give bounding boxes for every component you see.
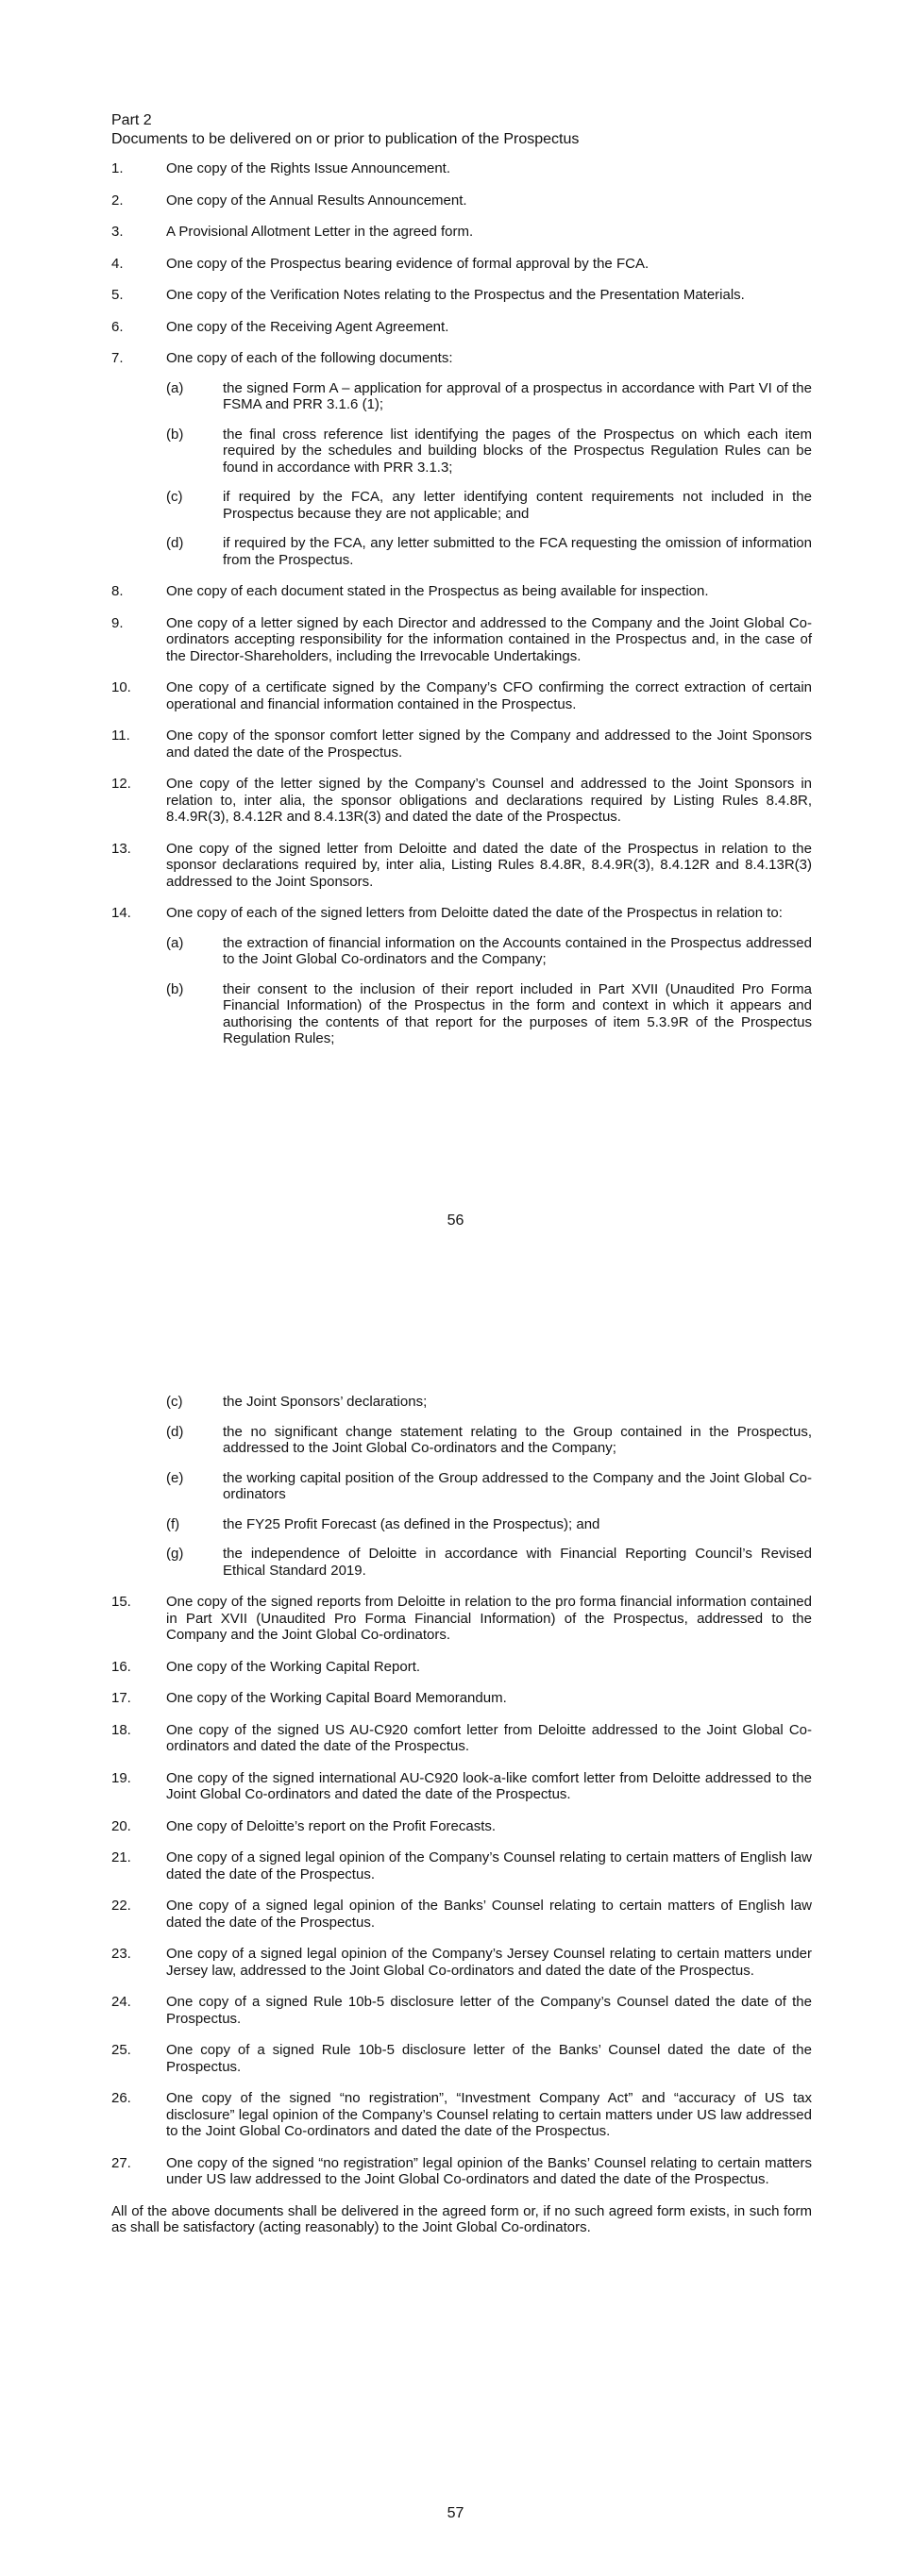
list-subitem [111,1424,812,1457]
page-56-content [111,111,812,1047]
list-subitem [111,1546,812,1579]
list-item [111,841,812,891]
item-number: 9. [111,614,124,631]
item-number: 13. [111,840,131,857]
item-number: 24. [111,1994,131,2010]
item-text: One copy of the sponsor comfort letter signed by the Company and addressed to the Joint Sponsors and dated the date of the Prospectus. [166,728,812,761]
item-text: One copy of a signed Rule 10b-5 disclosure letter of the Company’s Counsel dated the date of the Prospectus. [166,1994,812,2027]
item-text: One copy of the Annual Results Announcement. [166,192,467,209]
item-number: (d) [166,535,184,551]
list-subitem [111,427,812,477]
item-number: (c) [166,489,183,505]
list-subitem [111,935,812,968]
list-item [111,1659,812,1676]
list-item [111,1594,812,1644]
item-number: 25. [111,2042,131,2058]
item-number: 6. [111,318,124,335]
page-57-content [111,1394,812,2250]
item-number: 8. [111,583,124,599]
part-title: Part 2 [111,112,152,128]
list-item [111,1898,812,1931]
item-text: One copy of Deloitte’s report on the Profit Forecasts. [166,1817,497,1834]
item-number: 16. [111,1658,131,1675]
item-number: (c) [166,1394,183,1410]
item-number: 17. [111,1690,131,1706]
list-item [111,1722,812,1755]
item-text: One copy of the Working Capital Board Memorandum. [166,1690,507,1706]
item-number: 10. [111,679,131,695]
list-subitem [111,1394,812,1411]
item-number: 23. [111,1946,131,1962]
item-text: One copy of the Rights Issue Announcement. [166,160,451,176]
list-item [111,776,812,826]
item-number: 21. [111,1849,131,1865]
item-text: One copy of a signed legal opinion of the Banks’ Counsel relating to certain matters of English law dated the date of the Prospectus. [166,1898,812,1931]
item-text: One copy of a signed legal opinion of the Company’s Counsel relating to certain matters of English law dated the date of the Prospectus. [166,1849,812,1882]
item-text: One copy of the Verification Notes relating to the Prospectus and the Presentation Materials. [166,287,745,303]
item-text: One copy of the signed “no registration”, “Investment Company Act” and “accuracy of US tax disclosure” legal opinion of the Company’s Counsel relating to certain matters under US law addressed to the Joint Global Co-ordinators and dated the date of the Prospectus. [166,2090,812,2139]
item-number: 20. [111,1817,131,1834]
item-number: 4. [111,255,124,272]
list-item [111,287,812,304]
item-text: One copy of each of the following documents: [166,350,453,366]
item-text: One copy of a signed Rule 10b-5 disclosure letter of the Banks’ Counsel dated the date of the Prospectus. [166,2042,812,2075]
item-number: 7. [111,350,124,366]
item-text: the FY25 Profit Forecast (as defined in the Prospectus); and [223,1515,600,1532]
item-text: the signed Form A – application for approval of a prospectus in accordance with Part VI of the FSMA and PRR 3.1.6 (1); [223,379,812,412]
document-list [111,160,812,1047]
list-item [111,1770,812,1803]
page-57 [0,1288,911,2576]
item-number: 1. [111,160,124,176]
list-subitem [111,535,812,568]
list-item [111,256,812,273]
list-item [111,160,812,177]
list-subitem [111,489,812,522]
list-item [111,905,812,922]
item-text: if required by the FCA, any letter submitted to the FCA requesting the omission of information from the Prospectus. [223,535,812,568]
item-number: (b) [166,426,184,443]
item-number: (g) [166,1546,184,1562]
item-text: their consent to the inclusion of their report included in Part XVII (Unaudited Pro Forma Financial Information) of the Prospectus in the form and context in which it appears and authorising the contents of that report for the purposes of item 5.3.9R of the Prospectus Regulation Rules; [223,980,812,1046]
item-text: the no significant change statement relating to the Group contained in the Prospectus, addressed to the Joint Global Co-ordinators and the Company; [223,1423,812,1456]
list-item [111,2042,812,2075]
list-subitem [111,981,812,1047]
item-number: 11. [111,728,130,744]
item-number: 3. [111,224,124,240]
item-number: (a) [166,379,184,396]
item-text: the Joint Sponsors’ declarations; [223,1394,428,1410]
item-text: One copy of a certificate signed by the Company’s CFO confirming the correct extraction of certain operational and financial information contained in the Prospectus. [166,679,812,712]
list-item [111,728,812,761]
page-number: 56 [447,1213,464,1229]
item-text: the working capital position of the Group addressed to the Company and the Joint Global Co-ordinators [223,1469,812,1502]
item-text: One copy of the Prospectus bearing evidence of formal approval by the FCA. [166,255,650,272]
item-text: the final cross reference list identifying the pages of the Prospectus on which each item required by the schedules and building blocks of the Prospectus Regulation Rules can be found in accordance with PRR 3.1.3; [223,426,812,476]
item-number: (e) [166,1469,184,1486]
page-number: 57 [447,2505,464,2521]
item-text: One copy of the signed letter from Deloitte and dated the date of the Prospectus in relation to the sponsor declarations required by, inter alia, Listing Rules 8.4.8R, 8.4.9R(3), 8.4.12R and 8.4.13R(3) addressed to the Joint Sponsors. [166,840,812,890]
list-item [111,2090,812,2140]
list-item [111,1690,812,1707]
item-number: (d) [166,1423,184,1440]
item-text: One copy of the signed international AU-C920 look-a-like comfort letter from Deloitte addressed to the Joint Global Co-ordinators and dated the date of the Prospectus. [166,1769,812,1802]
item-text: A Provisional Allotment Letter in the agreed form. [166,224,474,240]
list-item [111,679,812,712]
item-number: 27. [111,2154,131,2171]
item-number: 5. [111,287,124,303]
item-number: 18. [111,1721,131,1738]
list-subitem [111,380,812,413]
list-item [111,224,812,241]
item-text: One copy of each document stated in the Prospectus as being available for inspection. [166,583,709,599]
list-item [111,1818,812,1835]
item-text: the extraction of financial information on the Accounts contained in the Prospectus addressed to the Joint Global Co-ordinators and the Company; [223,934,812,967]
list-item [111,1849,812,1882]
item-number: 26. [111,2090,131,2106]
item-text: One copy of the signed US AU-C920 comfort letter from Deloitte addressed to the Joint Global Co-ordinators and dated the date of the Prospectus. [166,1721,812,1754]
item-number: 15. [111,1594,131,1610]
item-text: One copy of the signed reports from Deloitte in relation to the pro forma financial information contained in Part XVII (Unaudited Pro Forma Financial Information) of the Prospectus, addressed to the Company and the Joint Global Co-ordinators. [166,1594,812,1643]
item-text: One copy of the signed “no registration” legal opinion of the Banks’ Counsel relating to certain matters under US law addressed to the Joint Global Co-ordinators and dated the date of the Prospectus. [166,2154,812,2187]
list-subitem [111,1516,812,1533]
list-subitem [111,1470,812,1503]
item-text: One copy of a letter signed by each Director and addressed to the Company and the Joint Global Co-ordinators accepting responsibility for the information contained in the Prospectus and, in the case of the Director-Shareholders, including the Irrevocable Undertakings. [166,614,812,664]
list-item [111,583,812,600]
list-item [111,1946,812,1979]
closing-paragraph: All of the above documents shall be delivered in the agreed form or, if no such agreed form exists, in such form as shall be satisfactory (acting reasonably) to the Joint Global Co-ordinators. [111,2202,812,2235]
item-number: 19. [111,1769,131,1786]
list-item [111,319,812,336]
item-number: (f) [166,1515,180,1532]
item-number: 2. [111,192,124,209]
item-text: One copy of a signed legal opinion of the Company’s Jersey Counsel relating to certain matters under Jersey law, addressed to the Joint Global Co-ordinators and dated the date of the Prospectus. [166,1946,812,1979]
list-item [111,192,812,209]
list-item [111,2155,812,2188]
item-text: the independence of Deloitte in accordance with Financial Reporting Council’s Revised Ethical Standard 2019. [223,1546,812,1579]
item-number: 22. [111,1898,131,1914]
list-item [111,350,812,367]
list-item [111,1994,812,2027]
section-title: Documents to be delivered on or prior to publication of the Prospectus [111,131,580,147]
item-text: One copy of the Receiving Agent Agreement. [166,318,449,335]
item-number: 14. [111,905,131,921]
list-item [111,615,812,665]
item-number: 12. [111,776,131,792]
item-number: (b) [166,980,184,997]
document-list-continued [111,1394,812,2188]
item-text: One copy of the letter signed by the Company’s Counsel and addressed to the Joint Sponsors in relation to, inter alia, the sponsor obligations and declarations required by Listing Rules 8.4.8R, 8.4.9R(3), 8.4.12R and 8.4.13R(3) and dated the date of the Prospectus. [166,776,812,825]
item-text: One copy of the Working Capital Report. [166,1658,421,1675]
item-number: (a) [166,934,184,951]
item-text: One copy of each of the signed letters from Deloitte dated the date of the Prospectus in relation to: [166,905,783,921]
item-text: if required by the FCA, any letter identifying content requirements not included in the Prospectus because they are not applicable; and [223,489,812,522]
